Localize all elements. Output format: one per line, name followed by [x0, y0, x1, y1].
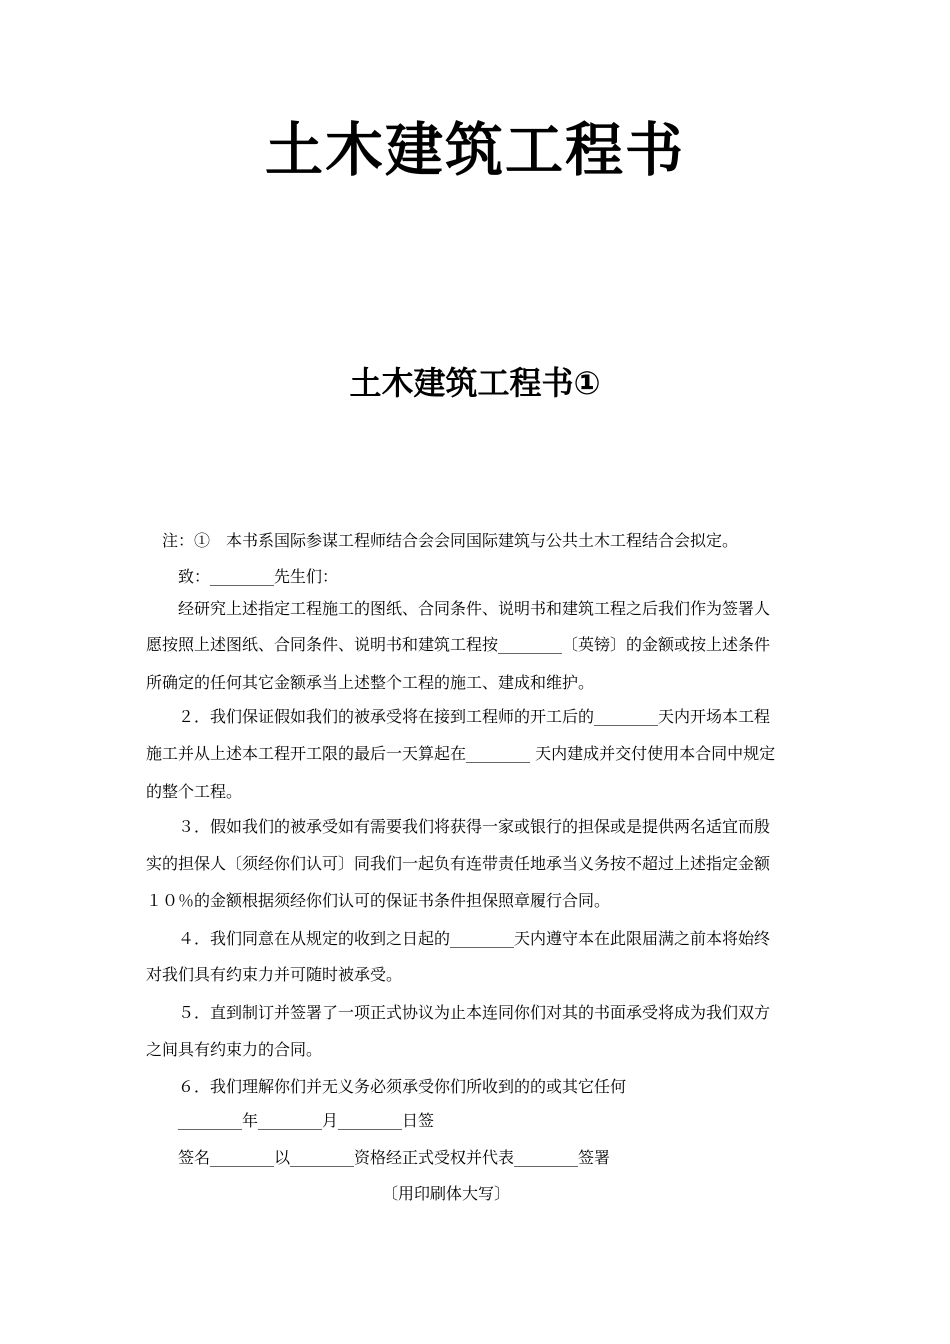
paragraph-6-line: ６．我们理解你们并无义务必须承受你们所收到的的或其它任何 [178, 1077, 627, 1096]
paragraph-1-line-3: 所确定的任何其它金额承当上述整个工程的施工、建成和维护。 [146, 673, 595, 692]
print-note: 〔用印刷体大写〕 [382, 1184, 511, 1203]
note-line: 注：① 本书系国际参谋工程师结合会会同国际建筑与公共土木工程结合会拟定。 [162, 531, 739, 550]
salutation-line: 致：________先生们： [178, 567, 339, 586]
sub-title: 土木建筑工程书① [349, 364, 601, 402]
paragraph-3-line-2: 实的担保人〔须经你们认可〕同我们一起负有连带责任地承当义务按不超过上述指定金额 [146, 854, 771, 873]
paragraph-2-line-1: ２．我们保证假如我们的被承受将在接到工程师的开工后的________天内开场本工程 [178, 707, 771, 726]
signature-line: 签名________以________资格经正式受权并代表________签署 [178, 1148, 611, 1167]
paragraph-2-line-3: 的整个工程。 [146, 782, 243, 801]
paragraph-2-line-2: 施工并从上述本工程开工限的最后一天算起在________ 天内建成并交付使用本合同中规定 [146, 744, 776, 763]
main-title: 土木建筑工程书 [264, 116, 685, 184]
paragraph-3-line-1: ３．假如我们的被承受如有需要我们将获得一家或银行的担保或是提供两名适宜而殷 [178, 817, 771, 836]
paragraph-1-line-2: 愿按照上述图纸、合同条件、说明书和建筑工程按________〔英镑〕的金额或按上述条件 [146, 635, 771, 654]
paragraph-1-line-1: 经研究上述指定工程施工的图纸、合同条件、说明书和建筑工程之后我们作为签署人 [178, 599, 771, 618]
paragraph-4-line-2: 对我们具有约束力并可随时被承受。 [146, 965, 403, 984]
date-line: ________年________月________日签 [178, 1111, 435, 1130]
paragraph-4-line-1: ４．我们同意在从规定的收到之日起的________天内遵守本在此限届满之前本将始终 [178, 929, 771, 948]
paragraph-5-line-1: ５．直到制订并签署了一项正式协议为止本连同你们对其的书面承受将成为我们双方 [178, 1003, 771, 1022]
paragraph-3-line-3: １０％的金额根据须经你们认可的保证书条件担保照章履行合同。 [146, 891, 611, 910]
paragraph-5-line-2: 之间具有约束力的合同。 [146, 1040, 323, 1059]
